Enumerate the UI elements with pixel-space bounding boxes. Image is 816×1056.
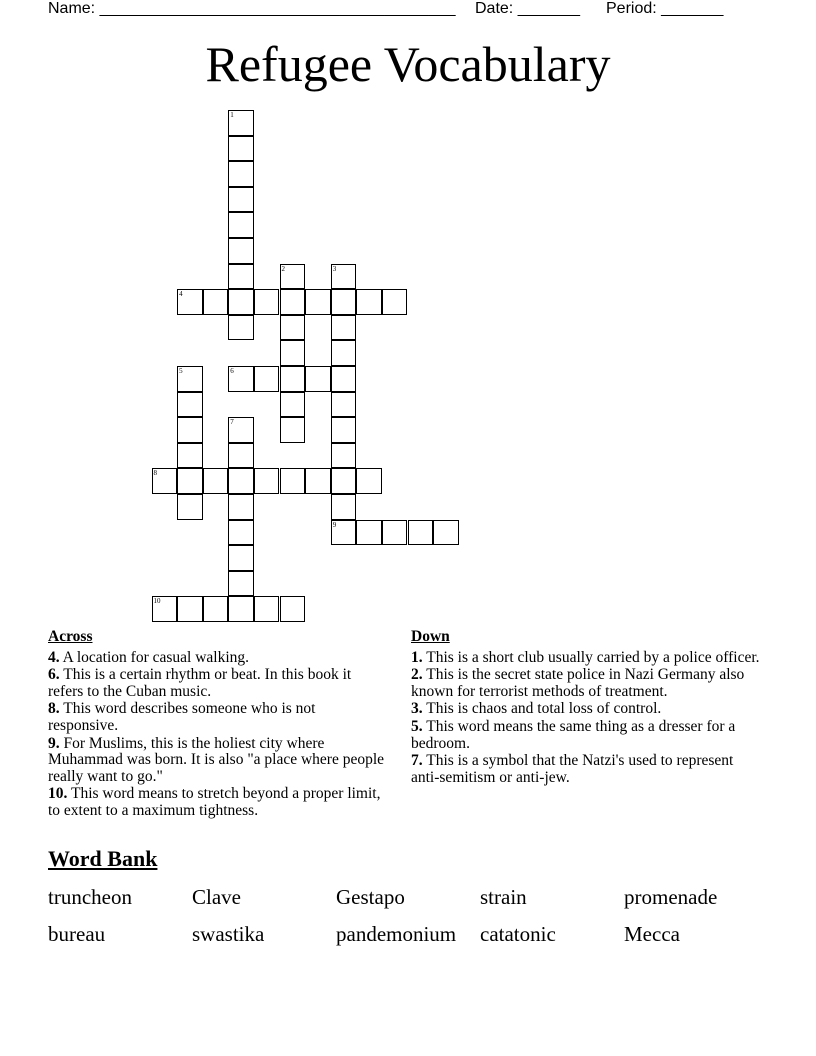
- crossword-cell[interactable]: [228, 545, 254, 571]
- clue-text: For Muslims, this is the holiest city where Muhammad was born. It is also "a place where people really want to go.": [48, 734, 385, 785]
- clue-number: 8.: [48, 700, 60, 718]
- crossword-cell[interactable]: [177, 417, 203, 443]
- across-clue: [48, 786, 388, 819]
- crossword-cell[interactable]: [356, 468, 382, 494]
- word-bank-word: Gestapo: [336, 885, 405, 909]
- crossword-cell[interactable]: [228, 136, 254, 162]
- crossword-cell[interactable]: [152, 596, 178, 622]
- clue-number: 6.: [48, 666, 60, 684]
- crossword-cell[interactable]: [331, 392, 357, 418]
- clue-number-label: 3: [332, 264, 337, 273]
- crossword-cell[interactable]: [305, 366, 331, 392]
- crossword-cell[interactable]: [331, 417, 357, 443]
- clue-text: This is chaos and total loss of control.: [422, 700, 662, 718]
- crossword-cell[interactable]: [228, 315, 254, 341]
- across-clue: [48, 667, 388, 700]
- clue-number-label: 6: [230, 367, 234, 375]
- word-bank-word: Mecca: [624, 922, 680, 946]
- crossword-cell[interactable]: [228, 264, 254, 290]
- crossword-cell[interactable]: [280, 392, 306, 418]
- date-field-label[interactable]: Date: _______: [475, 0, 580, 17]
- crossword-cell[interactable]: [331, 315, 357, 341]
- word-bank-word: bureau: [48, 922, 106, 946]
- crossword-cell[interactable]: [280, 366, 306, 392]
- crossword-cell[interactable]: [280, 417, 306, 443]
- crossword-cell[interactable]: [305, 468, 331, 494]
- crossword-cell[interactable]: [382, 289, 408, 315]
- crossword-cell[interactable]: [280, 596, 306, 622]
- crossword-cell[interactable]: [356, 520, 382, 546]
- clue-number: 2.: [411, 666, 423, 684]
- crossword-cell[interactable]: [203, 468, 229, 494]
- clue-number-label: 8: [153, 469, 157, 478]
- crossword-cell[interactable]: [280, 468, 306, 494]
- crossword-cell[interactable]: [280, 340, 306, 366]
- clue-number: 4.: [48, 648, 60, 666]
- page-title: Refugee Vocabulary: [205, 36, 611, 92]
- clue-number: 10.: [48, 785, 68, 803]
- across-clue: [48, 701, 388, 734]
- crossword-cell[interactable]: [177, 596, 203, 622]
- crossword-cell[interactable]: [228, 571, 254, 597]
- crossword-cell[interactable]: [331, 340, 357, 366]
- down-clue: [411, 701, 763, 718]
- crossword-cell[interactable]: [433, 520, 459, 546]
- crossword-cell[interactable]: [177, 392, 203, 418]
- crossword-cell[interactable]: [228, 161, 254, 187]
- crossword-cell[interactable]: [331, 520, 357, 546]
- clue-number: 9.: [48, 734, 60, 752]
- crossword-cell[interactable]: [228, 417, 254, 443]
- crossword-cell[interactable]: [228, 468, 254, 494]
- crossword-cell[interactable]: [152, 468, 178, 494]
- name-field-label[interactable]: Name: ________________________________________: [48, 0, 456, 17]
- clue-text: A location for casual walking.: [59, 648, 250, 666]
- across-clue: [48, 736, 388, 786]
- clue-text: This is a certain rhythm or beat. In this book it refers to the Cuban music.: [48, 666, 352, 700]
- crossword-cell[interactable]: [305, 289, 331, 315]
- clue-number: 7.: [411, 752, 423, 770]
- crossword-cell[interactable]: [280, 289, 306, 315]
- crossword-cell[interactable]: [228, 596, 254, 622]
- word-bank-word: pandemonium: [336, 922, 457, 946]
- down-heading: Down: [411, 628, 450, 645]
- crossword-cell[interactable]: [254, 596, 280, 622]
- crossword-cell[interactable]: [254, 468, 280, 494]
- crossword-cell[interactable]: [356, 289, 382, 315]
- crossword-cell[interactable]: [228, 443, 254, 469]
- clue-number-label: 9: [332, 520, 337, 529]
- crossword-cell[interactable]: [331, 443, 357, 469]
- clue-text: This is a symbol that the Natzi's used to represent anti-semitism or anti-jew.: [411, 752, 734, 786]
- clue-text: This word means to stretch beyond a proper limit, to extent to a maximum tightness.: [48, 785, 381, 819]
- clue-number-label: 4: [179, 290, 183, 299]
- across-clues: [48, 629, 388, 821]
- crossword-cell[interactable]: [280, 315, 306, 341]
- across-clue: [48, 650, 388, 667]
- crossword-cell[interactable]: [177, 443, 203, 469]
- word-bank-title: Word Bank: [48, 846, 158, 871]
- down-clues: [411, 629, 763, 787]
- crossword-cell[interactable]: [203, 596, 229, 622]
- clue-number-label: 10: [153, 597, 161, 606]
- clue-text: This is the secret state police in Nazi Germany also known for terrorist methods of treatment.: [411, 666, 745, 700]
- crossword-cell[interactable]: [203, 289, 229, 315]
- clue-number: 1.: [411, 648, 423, 666]
- clue-text: This is a short club usually carried by a police officer.: [422, 648, 760, 666]
- crossword-cell[interactable]: [228, 289, 254, 315]
- crossword-cell[interactable]: [228, 494, 254, 520]
- crossword-cell[interactable]: [228, 366, 254, 392]
- crossword-cell[interactable]: [331, 264, 357, 290]
- clue-number: 5.: [411, 717, 423, 735]
- crossword-cell[interactable]: [280, 264, 306, 290]
- crossword-cell[interactable]: [331, 468, 357, 494]
- crossword-cell[interactable]: [177, 468, 203, 494]
- clue-text: This word describes someone who is not responsive.: [48, 700, 316, 734]
- word-bank-word: swastika: [192, 922, 265, 946]
- crossword-cell[interactable]: [177, 494, 203, 520]
- crossword-cell[interactable]: [228, 110, 254, 136]
- crossword-cell[interactable]: [228, 520, 254, 546]
- word-bank-word: truncheon: [48, 885, 132, 909]
- down-clue: [411, 753, 763, 786]
- crossword-cell[interactable]: [331, 366, 357, 392]
- down-clue: [411, 667, 763, 700]
- crossword-cell[interactable]: [382, 520, 408, 546]
- word-bank-word: catatonic: [480, 922, 556, 946]
- crossword-cell[interactable]: [228, 238, 254, 264]
- down-clue: [411, 650, 763, 667]
- crossword-cell[interactable]: [408, 520, 434, 546]
- crossword-cell[interactable]: [254, 366, 280, 392]
- crossword-cell[interactable]: [331, 494, 357, 520]
- clue-text: This word means the same thing as a dresser for a bedroom.: [411, 717, 736, 752]
- crossword-cell[interactable]: [228, 212, 254, 238]
- clue-number-label: 2: [281, 264, 285, 273]
- across-heading: Across: [48, 628, 93, 645]
- word-bank-word: Clave: [192, 885, 241, 909]
- clue-number-label: 1: [230, 111, 234, 119]
- down-clue: [411, 719, 763, 752]
- crossword-cell[interactable]: [254, 289, 280, 315]
- clue-number: 3.: [411, 700, 423, 718]
- word-bank-word: strain: [480, 885, 527, 909]
- crossword-cell[interactable]: [177, 289, 203, 315]
- clue-number-label: 5: [179, 367, 183, 375]
- crossword-cell[interactable]: [177, 366, 203, 392]
- clue-number-label: 7: [230, 418, 234, 427]
- period-field-label[interactable]: Period: _______: [606, 0, 724, 17]
- crossword-cell[interactable]: [228, 187, 254, 213]
- word-bank-word: promenade: [624, 885, 718, 909]
- crossword-cell[interactable]: [331, 289, 357, 315]
